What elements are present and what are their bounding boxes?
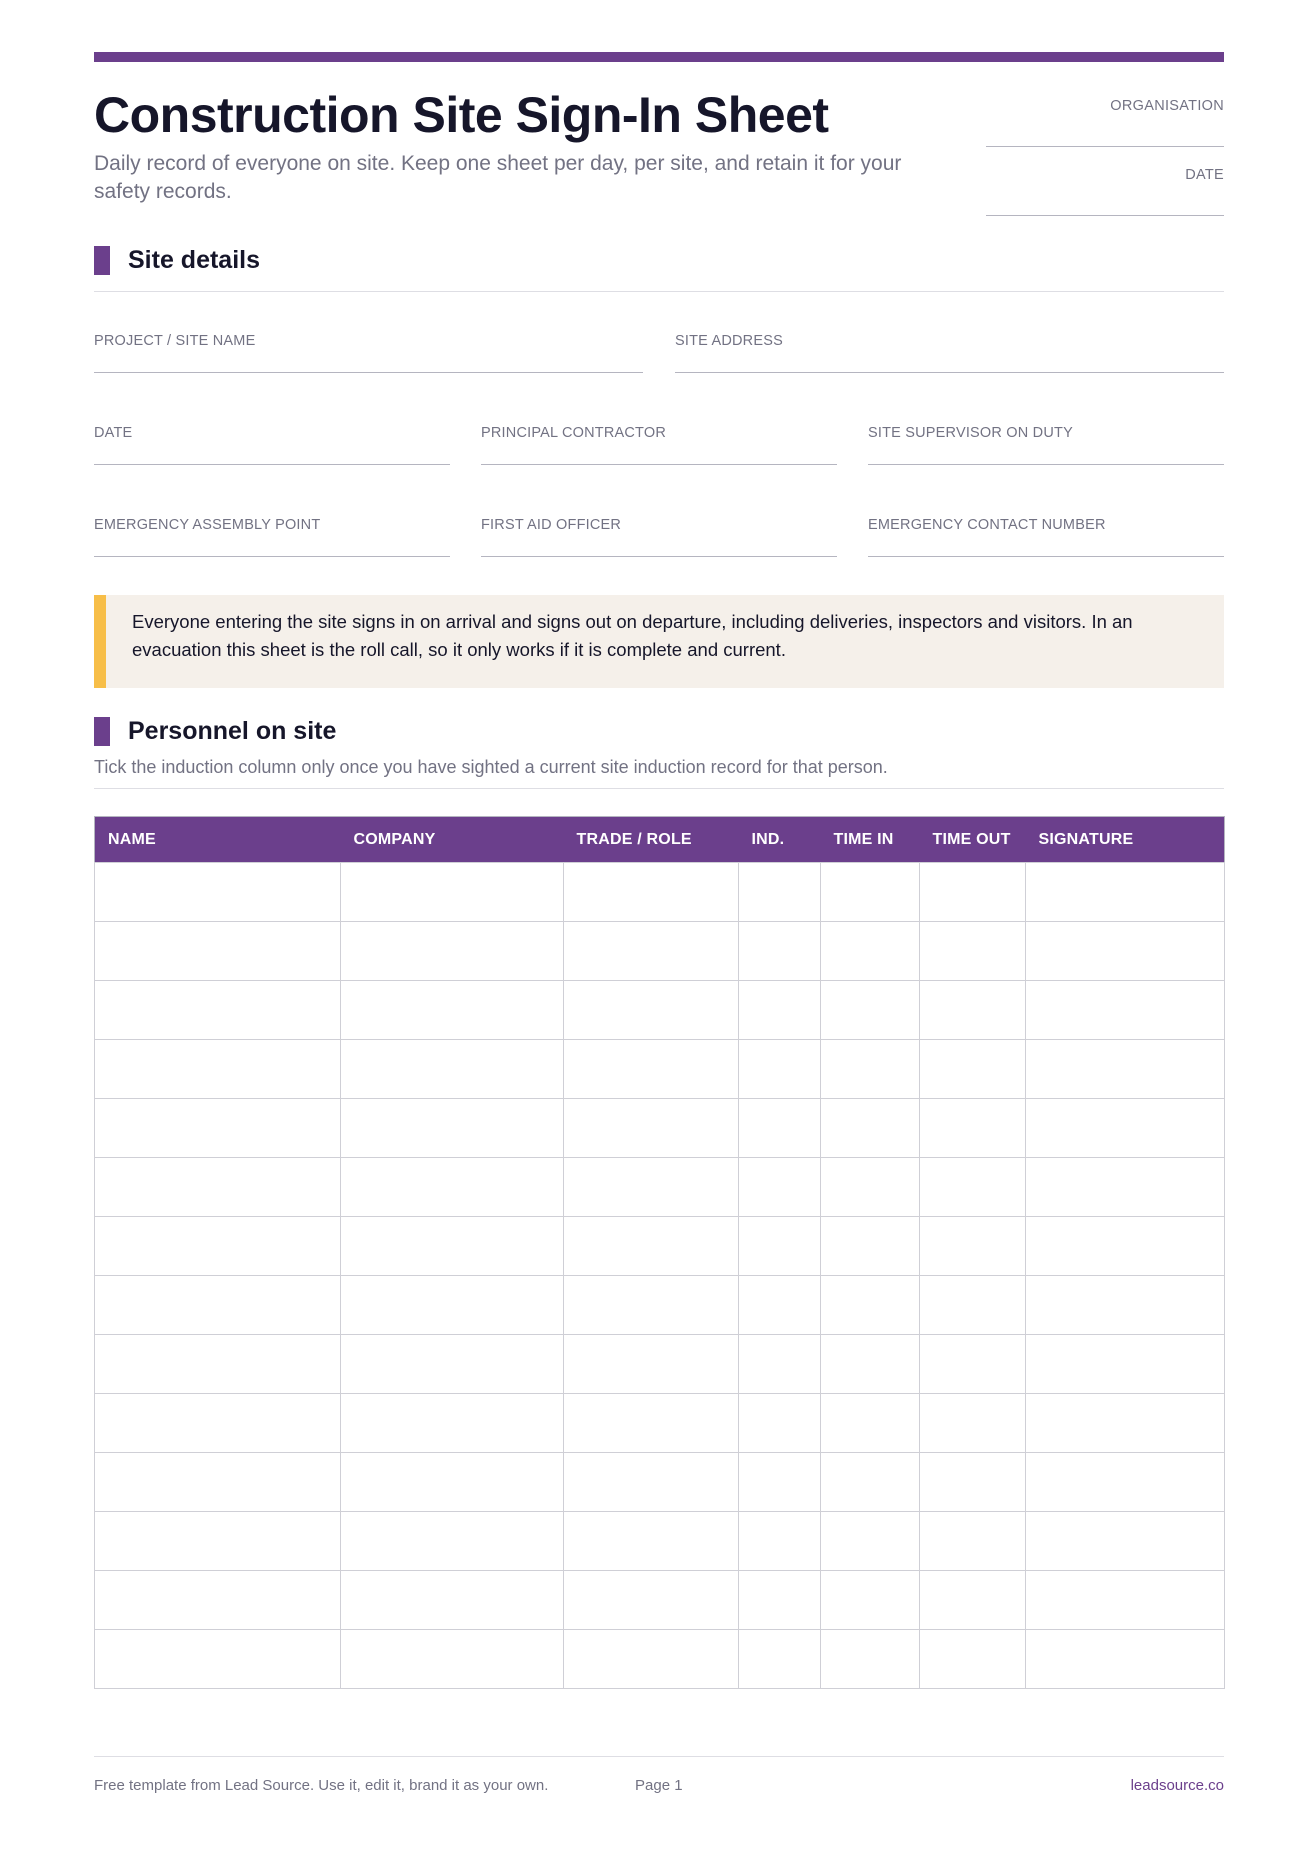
cell-trade-role[interactable] xyxy=(564,1158,739,1217)
cell-trade-role[interactable] xyxy=(564,1512,739,1571)
site-details-section-header xyxy=(94,246,1224,292)
cell-trade-role[interactable] xyxy=(564,1099,739,1158)
cell-signature[interactable] xyxy=(1026,1276,1225,1335)
cell-time-in[interactable] xyxy=(821,863,920,922)
cell-company[interactable] xyxy=(341,1276,564,1335)
cell-signature[interactable] xyxy=(1026,1571,1225,1630)
cell-name[interactable] xyxy=(95,922,341,981)
cell-company[interactable] xyxy=(341,922,564,981)
cell-name[interactable] xyxy=(95,1453,341,1512)
personnel-heading: Personnel on site xyxy=(128,717,337,745)
cell-trade-role[interactable] xyxy=(564,863,739,922)
cell-induction[interactable] xyxy=(739,1630,821,1689)
column-header-time-out: TIME OUT xyxy=(920,817,1026,863)
table-row xyxy=(95,1512,1225,1571)
table-row xyxy=(95,1335,1225,1394)
cell-trade-role[interactable] xyxy=(564,981,739,1040)
cell-induction[interactable] xyxy=(739,1040,821,1099)
table-row xyxy=(95,1630,1225,1689)
cell-trade-role[interactable] xyxy=(564,1394,739,1453)
cell-time-in[interactable] xyxy=(821,1453,920,1512)
table-row xyxy=(95,1040,1225,1099)
cell-time-in[interactable] xyxy=(821,922,920,981)
project-site-name-label: PROJECT / SITE NAME xyxy=(94,333,256,349)
column-header-time-in: TIME IN xyxy=(821,817,920,863)
cell-time-in[interactable] xyxy=(821,1217,920,1276)
cell-company[interactable] xyxy=(341,1099,564,1158)
personnel-note: Tick the induction column only once you have sighted a current site induction record for that person. xyxy=(94,757,1224,789)
table-row xyxy=(95,1394,1225,1453)
column-header-trade-role: TRADE / ROLE xyxy=(564,817,739,863)
emergency-contact-number-label: EMERGENCY CONTACT NUMBER xyxy=(868,517,1106,533)
cell-company[interactable] xyxy=(341,1335,564,1394)
cell-name[interactable] xyxy=(95,1040,341,1099)
cell-trade-role[interactable] xyxy=(564,1571,739,1630)
column-header-signature: SIGNATURE xyxy=(1026,817,1225,863)
cell-time-in[interactable] xyxy=(821,981,920,1040)
cell-time-out[interactable] xyxy=(920,1335,1026,1394)
cell-name[interactable] xyxy=(95,863,341,922)
cell-signature[interactable] xyxy=(1026,1099,1225,1158)
cell-induction[interactable] xyxy=(739,1099,821,1158)
cell-time-out[interactable] xyxy=(920,1512,1026,1571)
cell-signature[interactable] xyxy=(1026,1217,1225,1276)
cell-time-in[interactable] xyxy=(821,1512,920,1571)
site-details-heading: Site details xyxy=(128,246,260,274)
organisation-field[interactable] xyxy=(986,98,1224,147)
column-header-induction: IND. xyxy=(739,817,821,863)
cell-signature[interactable] xyxy=(1026,1394,1225,1453)
cell-induction[interactable] xyxy=(739,922,821,981)
first-aid-officer-field[interactable] xyxy=(481,517,837,557)
cell-company[interactable] xyxy=(341,1158,564,1217)
cell-time-out[interactable] xyxy=(920,1158,1026,1217)
cell-company[interactable] xyxy=(341,1630,564,1689)
table-row xyxy=(95,1571,1225,1630)
cell-time-out[interactable] xyxy=(920,981,1026,1040)
cell-time-out[interactable] xyxy=(920,1630,1026,1689)
table-row xyxy=(95,1217,1225,1276)
table-row xyxy=(95,981,1225,1040)
cell-name[interactable] xyxy=(95,1217,341,1276)
cell-company[interactable] xyxy=(341,1453,564,1512)
cell-time-in[interactable] xyxy=(821,1630,920,1689)
organisation-label: ORGANISATION xyxy=(1110,98,1224,114)
site-address-label: SITE ADDRESS xyxy=(675,333,783,349)
cell-time-in[interactable] xyxy=(821,1335,920,1394)
cell-trade-role[interactable] xyxy=(564,1217,739,1276)
cell-time-in[interactable] xyxy=(821,1040,920,1099)
header-date-field[interactable] xyxy=(986,167,1224,216)
cell-signature[interactable] xyxy=(1026,1335,1225,1394)
site-date-label: DATE xyxy=(94,425,133,441)
footer-link[interactable]: leadsource.co xyxy=(1130,1777,1224,1794)
emergency-assembly-point-label: EMERGENCY ASSEMBLY POINT xyxy=(94,517,321,533)
cell-time-out[interactable] xyxy=(920,1394,1026,1453)
site-address-field[interactable] xyxy=(675,333,1224,373)
cell-signature[interactable] xyxy=(1026,922,1225,981)
cell-name[interactable] xyxy=(95,1099,341,1158)
cell-induction[interactable] xyxy=(739,1335,821,1394)
table-row xyxy=(95,863,1225,922)
section-marker xyxy=(94,246,110,275)
evacuation-notice: Everyone entering the site signs in on arrival and signs out on departure, including deliveries, inspectors and visitors. In an evacuation this sheet is the roll call, so it only works if it is complete and current. xyxy=(94,595,1224,688)
cell-time-in[interactable] xyxy=(821,1158,920,1217)
section-marker xyxy=(94,717,110,746)
cell-name[interactable] xyxy=(95,981,341,1040)
column-header-company: COMPANY xyxy=(341,817,564,863)
first-aid-officer-label: FIRST AID OFFICER xyxy=(481,517,622,533)
cell-time-out[interactable] xyxy=(920,1217,1026,1276)
cell-time-out[interactable] xyxy=(920,1571,1026,1630)
cell-induction[interactable] xyxy=(739,1512,821,1571)
cell-signature[interactable] xyxy=(1026,1040,1225,1099)
cell-name[interactable] xyxy=(95,1276,341,1335)
cell-trade-role[interactable] xyxy=(564,1630,739,1689)
page-subtitle: Daily record of everyone on site. Keep one sheet per day, per site, and retain it for your safety records. xyxy=(94,152,902,203)
cell-name[interactable] xyxy=(95,1630,341,1689)
cell-induction[interactable] xyxy=(739,981,821,1040)
cell-trade-role[interactable] xyxy=(564,1335,739,1394)
cell-time-out[interactable] xyxy=(920,922,1026,981)
cell-induction[interactable] xyxy=(739,863,821,922)
cell-signature[interactable] xyxy=(1026,1158,1225,1217)
cell-time-in[interactable] xyxy=(821,1276,920,1335)
cell-company[interactable] xyxy=(341,1512,564,1571)
top-accent-bar xyxy=(94,52,1224,62)
emergency-contact-number-field[interactable] xyxy=(868,517,1224,557)
sign-in-table xyxy=(94,816,1225,1689)
cell-trade-role[interactable] xyxy=(564,1276,739,1335)
cell-time-out[interactable] xyxy=(920,1099,1026,1158)
cell-induction[interactable] xyxy=(739,1276,821,1335)
cell-induction[interactable] xyxy=(739,1217,821,1276)
cell-company[interactable] xyxy=(341,1040,564,1099)
cell-name[interactable] xyxy=(95,1512,341,1571)
cell-name[interactable] xyxy=(95,1571,341,1630)
table-row xyxy=(95,1453,1225,1512)
footer-credit: Free template from Lead Source. Use it, edit it, brand it as your own. xyxy=(94,1777,549,1794)
cell-company[interactable] xyxy=(341,863,564,922)
cell-name[interactable] xyxy=(95,1394,341,1453)
cell-signature[interactable] xyxy=(1026,863,1225,922)
column-header-name: NAME xyxy=(95,817,341,863)
cell-company[interactable] xyxy=(341,1217,564,1276)
site-date-field[interactable] xyxy=(94,425,450,465)
principal-contractor-field[interactable] xyxy=(481,425,837,465)
cell-time-out[interactable] xyxy=(920,863,1026,922)
cell-trade-role[interactable] xyxy=(564,1040,739,1099)
cell-time-in[interactable] xyxy=(821,1571,920,1630)
cell-signature[interactable] xyxy=(1026,1453,1225,1512)
table-row xyxy=(95,922,1225,981)
principal-contractor-label: PRINCIPAL CONTRACTOR xyxy=(481,425,667,441)
cell-time-out[interactable] xyxy=(920,1453,1026,1512)
cell-time-in[interactable] xyxy=(821,1099,920,1158)
page-title: Construction Site Sign-In Sheet xyxy=(94,87,829,143)
cell-induction[interactable] xyxy=(739,1453,821,1512)
cell-time-out[interactable] xyxy=(920,1276,1026,1335)
header-date-label: DATE xyxy=(1185,167,1224,183)
cell-trade-role[interactable] xyxy=(564,922,739,981)
site-supervisor-label: SITE SUPERVISOR ON DUTY xyxy=(868,425,1073,441)
cell-name[interactable] xyxy=(95,1158,341,1217)
table-header-row xyxy=(95,817,1225,863)
site-supervisor-field[interactable] xyxy=(868,425,1224,465)
cell-induction[interactable] xyxy=(739,1394,821,1453)
table-row xyxy=(95,1158,1225,1217)
cell-signature[interactable] xyxy=(1026,1512,1225,1571)
cell-signature[interactable] xyxy=(1026,981,1225,1040)
page-footer xyxy=(94,1756,1224,1792)
cell-company[interactable] xyxy=(341,1394,564,1453)
cell-time-out[interactable] xyxy=(920,1040,1026,1099)
cell-induction[interactable] xyxy=(739,1158,821,1217)
table-row xyxy=(95,1276,1225,1335)
cell-time-in[interactable] xyxy=(821,1394,920,1453)
emergency-assembly-point-field[interactable] xyxy=(94,517,450,557)
cell-name[interactable] xyxy=(95,1335,341,1394)
cell-company[interactable] xyxy=(341,981,564,1040)
cell-company[interactable] xyxy=(341,1571,564,1630)
cell-signature[interactable] xyxy=(1026,1630,1225,1689)
footer-page-number: Page 1 xyxy=(635,1777,683,1794)
personnel-section-header xyxy=(94,717,1224,746)
project-site-name-field[interactable] xyxy=(94,333,643,373)
cell-induction[interactable] xyxy=(739,1571,821,1630)
cell-trade-role[interactable] xyxy=(564,1453,739,1512)
table-row xyxy=(95,1099,1225,1158)
